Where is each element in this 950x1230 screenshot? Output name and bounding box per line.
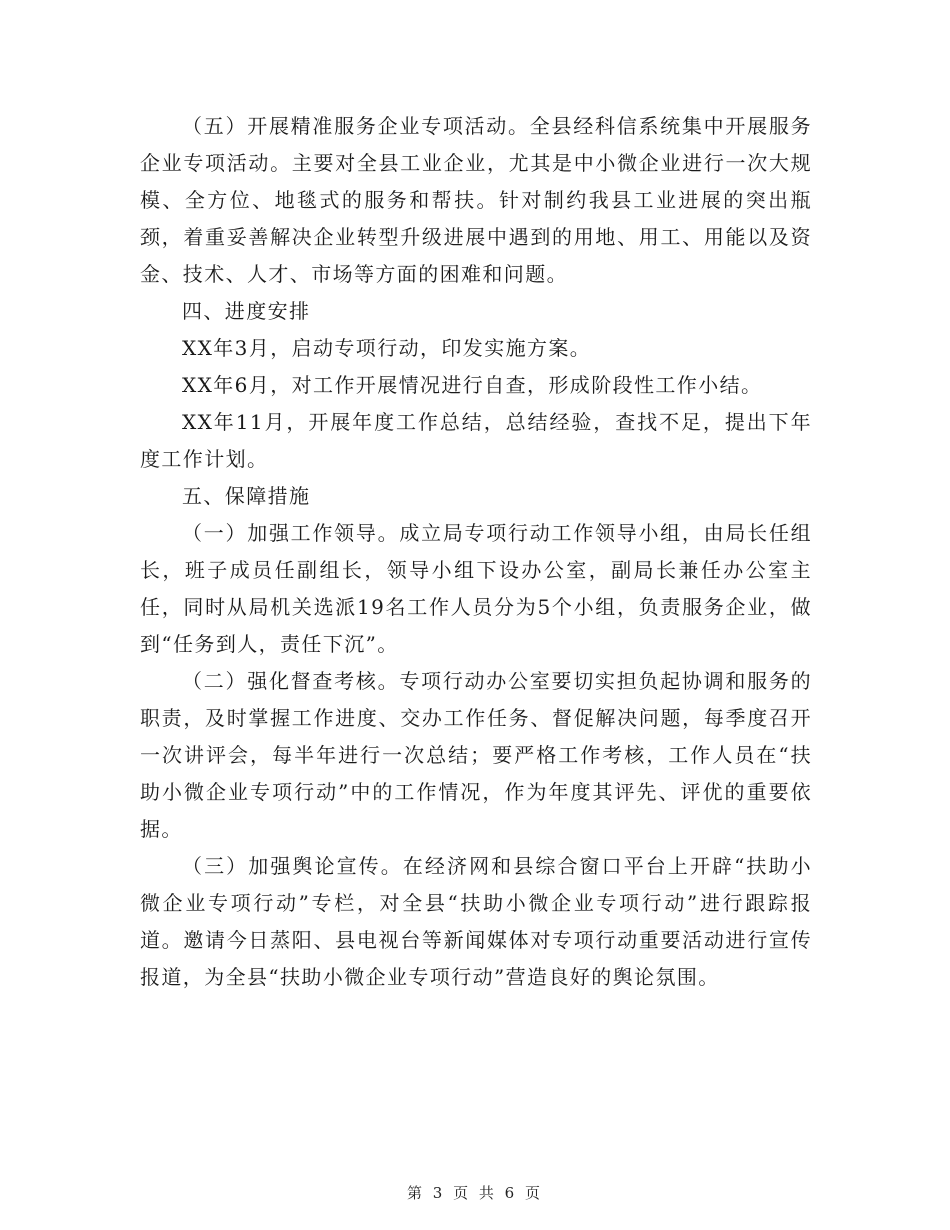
paragraph-publicity: （三）加强舆论宣传。在经济网和县综合窗口平台上开辟“扶助小微企业专项行动”专栏，对全县“扶助小微企业专项行动”进行跟踪报道。邀请今日蒸阳、县电视台等新闻媒体对专项行动重要活动进行宣传报道，为全县“扶助小微企业专项行动”营造良好的舆论氛围。: [140, 854, 812, 989]
schedule-item-november: XX年11月，开展年度工作总结，总结经验，查找不足，提出下年度工作计划。: [140, 410, 812, 471]
heading-schedule: 四、进度安排: [182, 299, 311, 323]
document-body: [140, 108, 812, 996]
heading-safeguards: 五、保障措施: [182, 484, 311, 508]
schedule-item-june: XX年6月，对工作开展情况进行自查，形成阶段性工作小结。: [182, 373, 763, 397]
paragraph-supervision: （二）强化督查考核。专项行动办公室要切实担负起协调和服务的职责，及时掌握工作进度、交办工作任务、督促解决问题，每季度召开一次讲评会，每半年进行一次总结；要严格工作考核，工作人员在“扶助小微企业专项行动”中的工作情况，作为年度其评先、评优的重要依据。: [140, 669, 812, 841]
paragraph-special-service-activity: （五）开展精准服务企业专项活动。全县经科信系统集中开展服务企业专项活动。主要对全县工业企业，尤其是中小微企业进行一次大规模、全方位、地毯式的服务和帮扶。针对制约我县工业进展的突出瓶颈，着重妥善解决企业转型升级进展中遇到的用地、用工、用能以及资金、技术、人才、市场等方面的困难和问题。: [140, 114, 812, 286]
page-number-footer: 第 3 页 共 6 页: [407, 1184, 543, 1202]
paragraph-leadership: （一）加强工作领导。成立局专项行动工作领导小组，由局长任组长，班子成员任副组长，领导小组下设办公室，副局长兼任办公室主任，同时从局机关选派19名工作人员分为5个小组，负责服务企业，做到“任务到人，责任下沉”。: [140, 521, 812, 656]
schedule-item-march: XX年3月，启动专项行动，印发实施方案。: [182, 336, 592, 360]
